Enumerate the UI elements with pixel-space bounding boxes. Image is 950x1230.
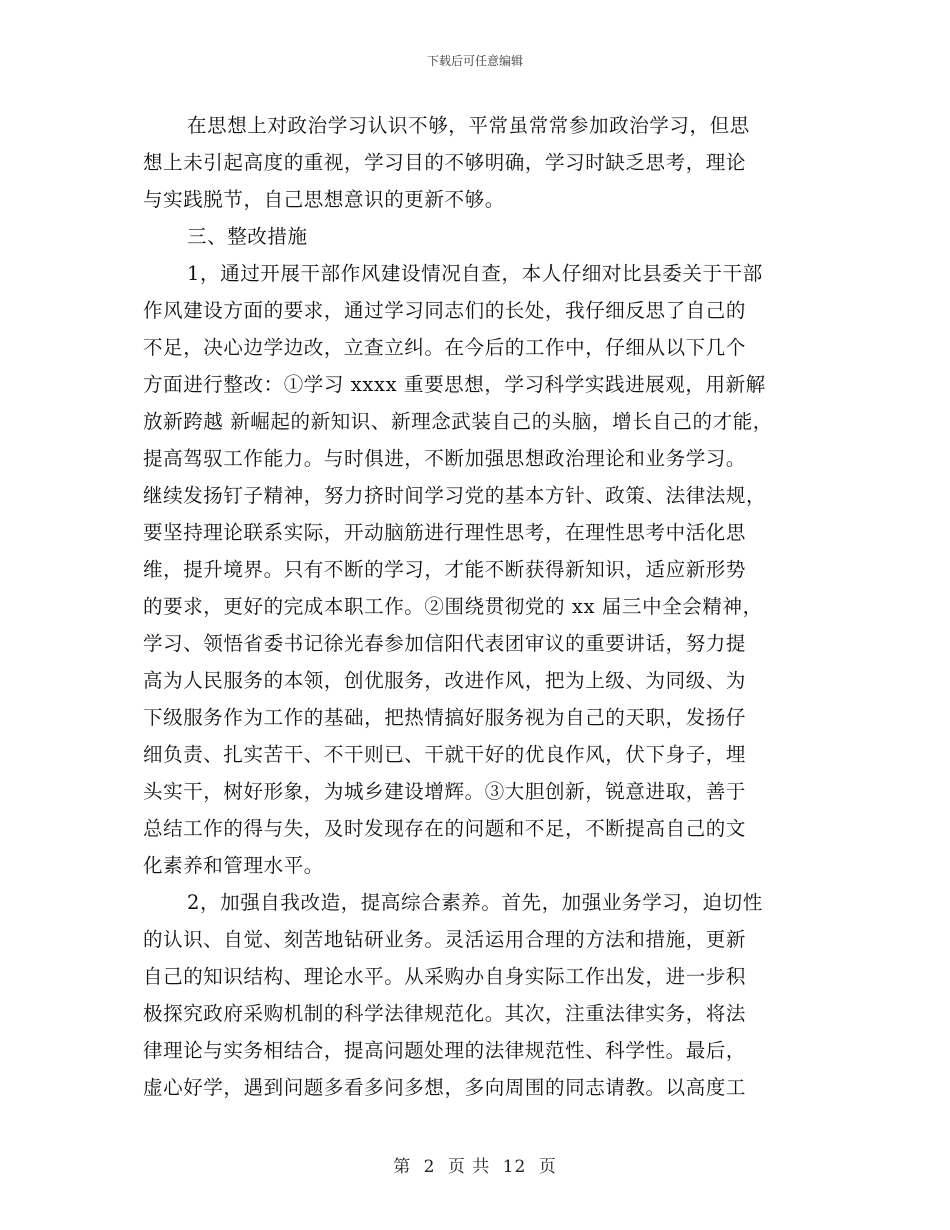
text-line: 自己的知识结构、理论水平。从采购办自身实际工作出发，进一步积 — [143, 965, 747, 988]
text-line: 在思想上对政治学习认识不够，平常虽常常参加政治学习，但思 — [187, 114, 750, 137]
text-line: 放新跨越 新崛起的新知识、新理念武装自己的头脑，增长自己的才能， — [143, 410, 773, 433]
text-line: 细负责、扎实苦干、不干则已、干就干好的优良作风，伏下身子，埋 — [143, 743, 747, 766]
paragraph-3 — [143, 255, 815, 884]
text-line: 2，加强自我改造，提高综合素养。首先，加强业务学习，迫切性 — [187, 891, 763, 914]
text-line: 极探究政府采购机制的科学法律规范化。其次，注重法律实务，将法 — [143, 1002, 747, 1025]
text-line: 提高驾驭工作能力。与时俱进，不断加强思想政治理论和业务学习。 — [143, 447, 747, 470]
text-line: 想上未引起高度的重视，学习目的不够明确，学习时缺乏思考，理论 — [143, 151, 747, 174]
paragraph-1 — [143, 107, 815, 218]
text-line: 头实干，树好形象，为城乡建设增辉。③大胆创新，锐意进取，善于 — [143, 780, 747, 803]
text-line: 的认识、自觉、刻苦地钻研业务。灵活运用合理的方法和措施，更新 — [143, 928, 747, 951]
text-line: 继续发扬钉子精神，努力挤时间学习党的基本方针、政策、法律法规， — [143, 484, 767, 507]
text-line: 不足，决心边学边改，立查立纠。在今后的工作中，仔细从以下几个 — [143, 336, 747, 359]
footer-prefix: 第 — [393, 1157, 412, 1177]
text-line: 的要求，更好的完成本职工作。②围绕贯彻党的 xx 届三中全会精神， — [143, 595, 763, 618]
section-heading: 三、整改措施 — [187, 225, 308, 248]
text-line: 虚心好学，遇到问题多看多问多想，多向周围的同志请教。以高度工 — [143, 1076, 747, 1099]
page-header: 下载后可任意编辑 — [426, 54, 523, 68]
text-line: 高为人民服务的本领，创优服务，改进作风，把为上级、为同级、为 — [143, 669, 747, 692]
footer-page-number: 2 — [423, 1157, 436, 1177]
text-line: 学习、领悟省委书记徐光春参加信阳代表团审议的重要讲话，努力提 — [143, 632, 747, 655]
footer-suffix: 页 — [538, 1157, 557, 1177]
text-line: 方面进行整改：①学习 xxxx 重要思想，学习科学实践进展观，用新解 — [143, 373, 766, 396]
footer-total-pages: 12 — [502, 1157, 527, 1177]
page-footer — [0, 1152, 950, 1177]
paragraph-4 — [143, 884, 815, 1106]
text-line: 与实践脱节，自己思想意识的更新不够。 — [143, 188, 505, 211]
text-line: 总结工作的得与失，及时发现存在的问题和不足，不断提高自己的文 — [143, 817, 747, 840]
text-line: 维，提升境界。只有不断的学习，才能不断获得新知识，适应新形势 — [143, 558, 747, 581]
text-line: 要坚持理论联系实际，开动脑筋进行理性思考，在理性思考中活化思 — [143, 521, 747, 544]
text-line: 下级服务作为工作的基础，把热情搞好服务视为自己的天职，发扬仔 — [143, 706, 747, 729]
text-line: 作风建设方面的要求，通过学习同志们的长处，我仔细反思了自己的 — [143, 299, 747, 322]
text-line: 化素养和管理水平。 — [143, 854, 324, 877]
text-line: 1，通过开展干部作风建设情况自查，本人仔细对比县委关于干部 — [187, 262, 763, 285]
document-body — [143, 107, 815, 1106]
text-line: 律理论与实务相结合，提高问题处理的法律规范性、科学性。最后， — [143, 1039, 747, 1062]
footer-middle: 页 共 — [447, 1157, 491, 1177]
